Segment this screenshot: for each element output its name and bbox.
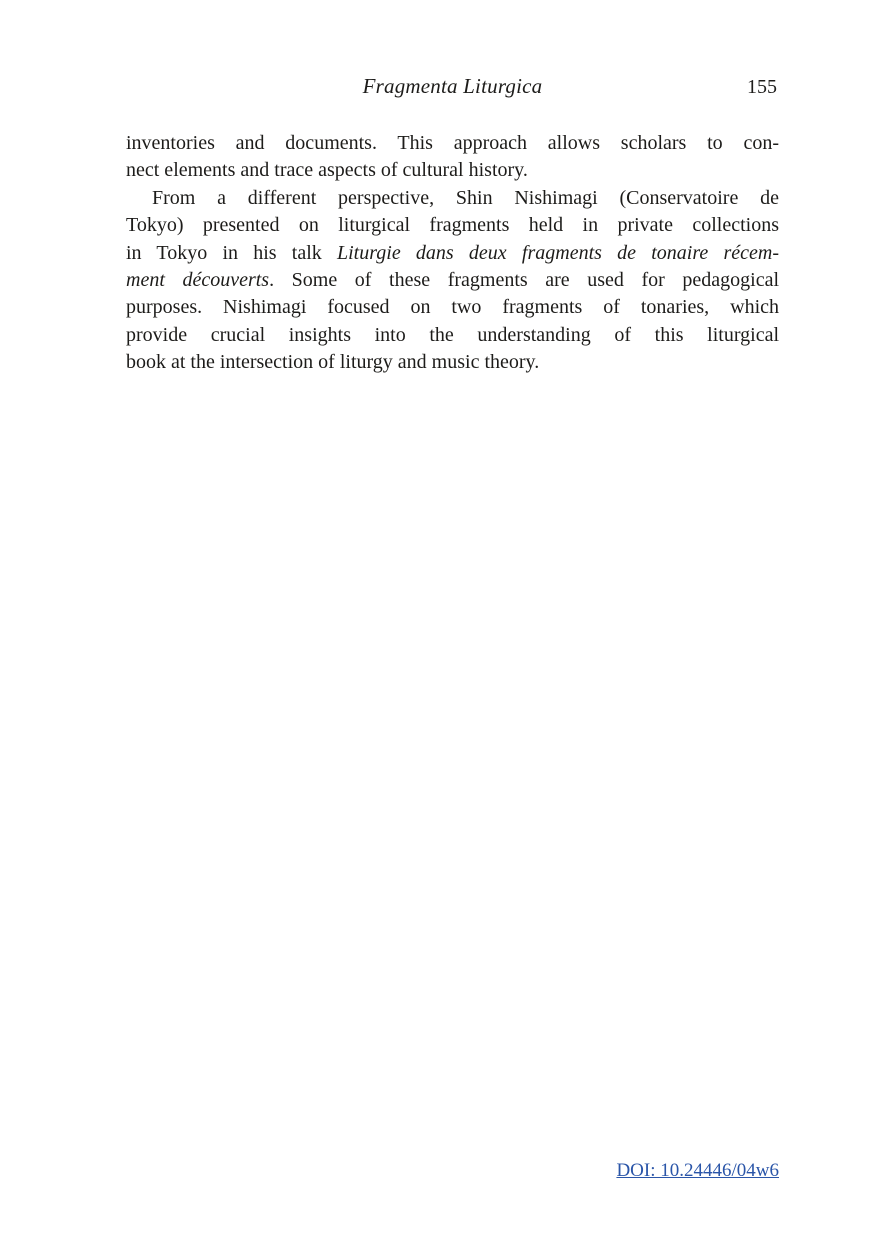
text-segment: in Tokyo in his talk <box>126 241 337 264</box>
text-segment: purposes. Nishimagi focused on two fragments of tonaries, which <box>126 296 779 319</box>
doi-link[interactable]: DOI: 10.24446/04w6 <box>616 1160 779 1181</box>
text-segment: inventories and documents. This approach allows scholars to con- <box>126 132 779 154</box>
text-segment: book at the intersection of liturgy and music theory. <box>126 351 540 374</box>
running-header-title: Fragmenta Liturgica <box>362 74 543 98</box>
text-line <box>126 267 779 294</box>
italic-text-segment: ment découverts <box>126 269 270 292</box>
text-line <box>126 185 779 212</box>
text-line <box>126 294 779 321</box>
text-line <box>126 240 779 267</box>
body-text <box>126 130 779 377</box>
text-segment: provide crucial insights into the understanding of this liturgical <box>126 323 779 346</box>
text-segment: From a different perspective, Shin Nishimagi (Conservatoire de <box>152 186 779 209</box>
text-line <box>126 212 779 239</box>
text-line <box>126 130 779 157</box>
text-segment: . Some of these fragments are used for pedagogical <box>269 269 780 292</box>
text-line <box>126 322 779 349</box>
text-line <box>126 349 779 376</box>
running-header <box>126 72 779 100</box>
text-line <box>126 157 779 184</box>
page-number: 155 <box>747 76 777 98</box>
text-segment: Tokyo) presented on liturgical fragments held in private collections <box>126 214 779 237</box>
text-segment: nect elements and trace aspects of cultural history. <box>126 159 528 182</box>
italic-text-segment: Liturgie dans deux fragments de tonaire récem- <box>337 241 779 264</box>
